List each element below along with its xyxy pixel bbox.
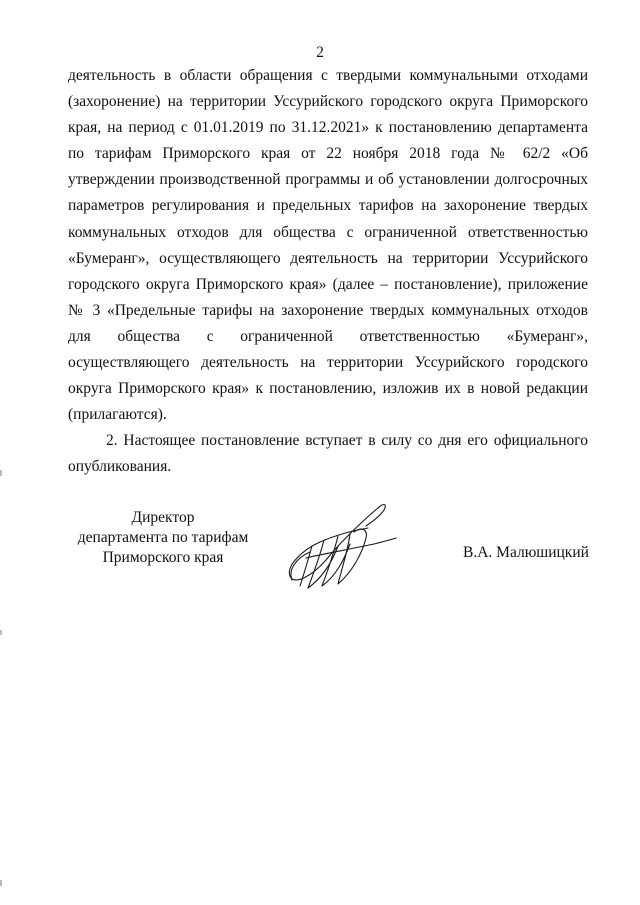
scan-edge-mark xyxy=(0,630,2,635)
handwritten-signature xyxy=(282,500,404,592)
document-body xyxy=(68,63,588,481)
signer-position-line-2: департамента по тарифам xyxy=(77,529,249,546)
signer-name: В.А. Малюшицкий xyxy=(463,544,589,561)
scan-edge-mark xyxy=(0,880,2,886)
signer-position xyxy=(58,508,268,568)
signer-position-line-1: Директор xyxy=(131,509,195,526)
page-number: 2 xyxy=(316,44,324,61)
paragraph-continuation: деятельность в области обращения с твердыми коммунальными отходами (захоронение) на территории Уссурийского городского округа Приморского края, на период с 01.01.2019 по 31.12.2021» к постановлению департамента по тарифам Приморского края от 22 ноября 2018 года № 62/2 «Об утверждении производственной программы и об установлении долгосрочных параметров регулирования и предельных тарифов на захоронение твердых коммунальных отходов для общества с ограниченной ответственностью «Бумеранг», осуществляющего деятельность на территории Уссурийского городского округа Приморского края» (далее – постановление), приложение № 3 «Предельные тарифы на захоронение твердых коммунальных отходов для общества с ограниченной ответственностью «Бумеранг», осуществляющего деятельность на территории Уссурийского городского округа Приморского края» к постановлению, изложив их в новой редакции (прилагаются). xyxy=(68,67,588,424)
signature-block xyxy=(0,508,640,618)
signer-position-line-3: Приморского края xyxy=(102,549,224,566)
scan-edge-mark xyxy=(0,470,2,476)
paragraph-2-effective-date: 2. Настоящее постановление вступает в силу со дня его официального опубликования. xyxy=(68,432,588,476)
